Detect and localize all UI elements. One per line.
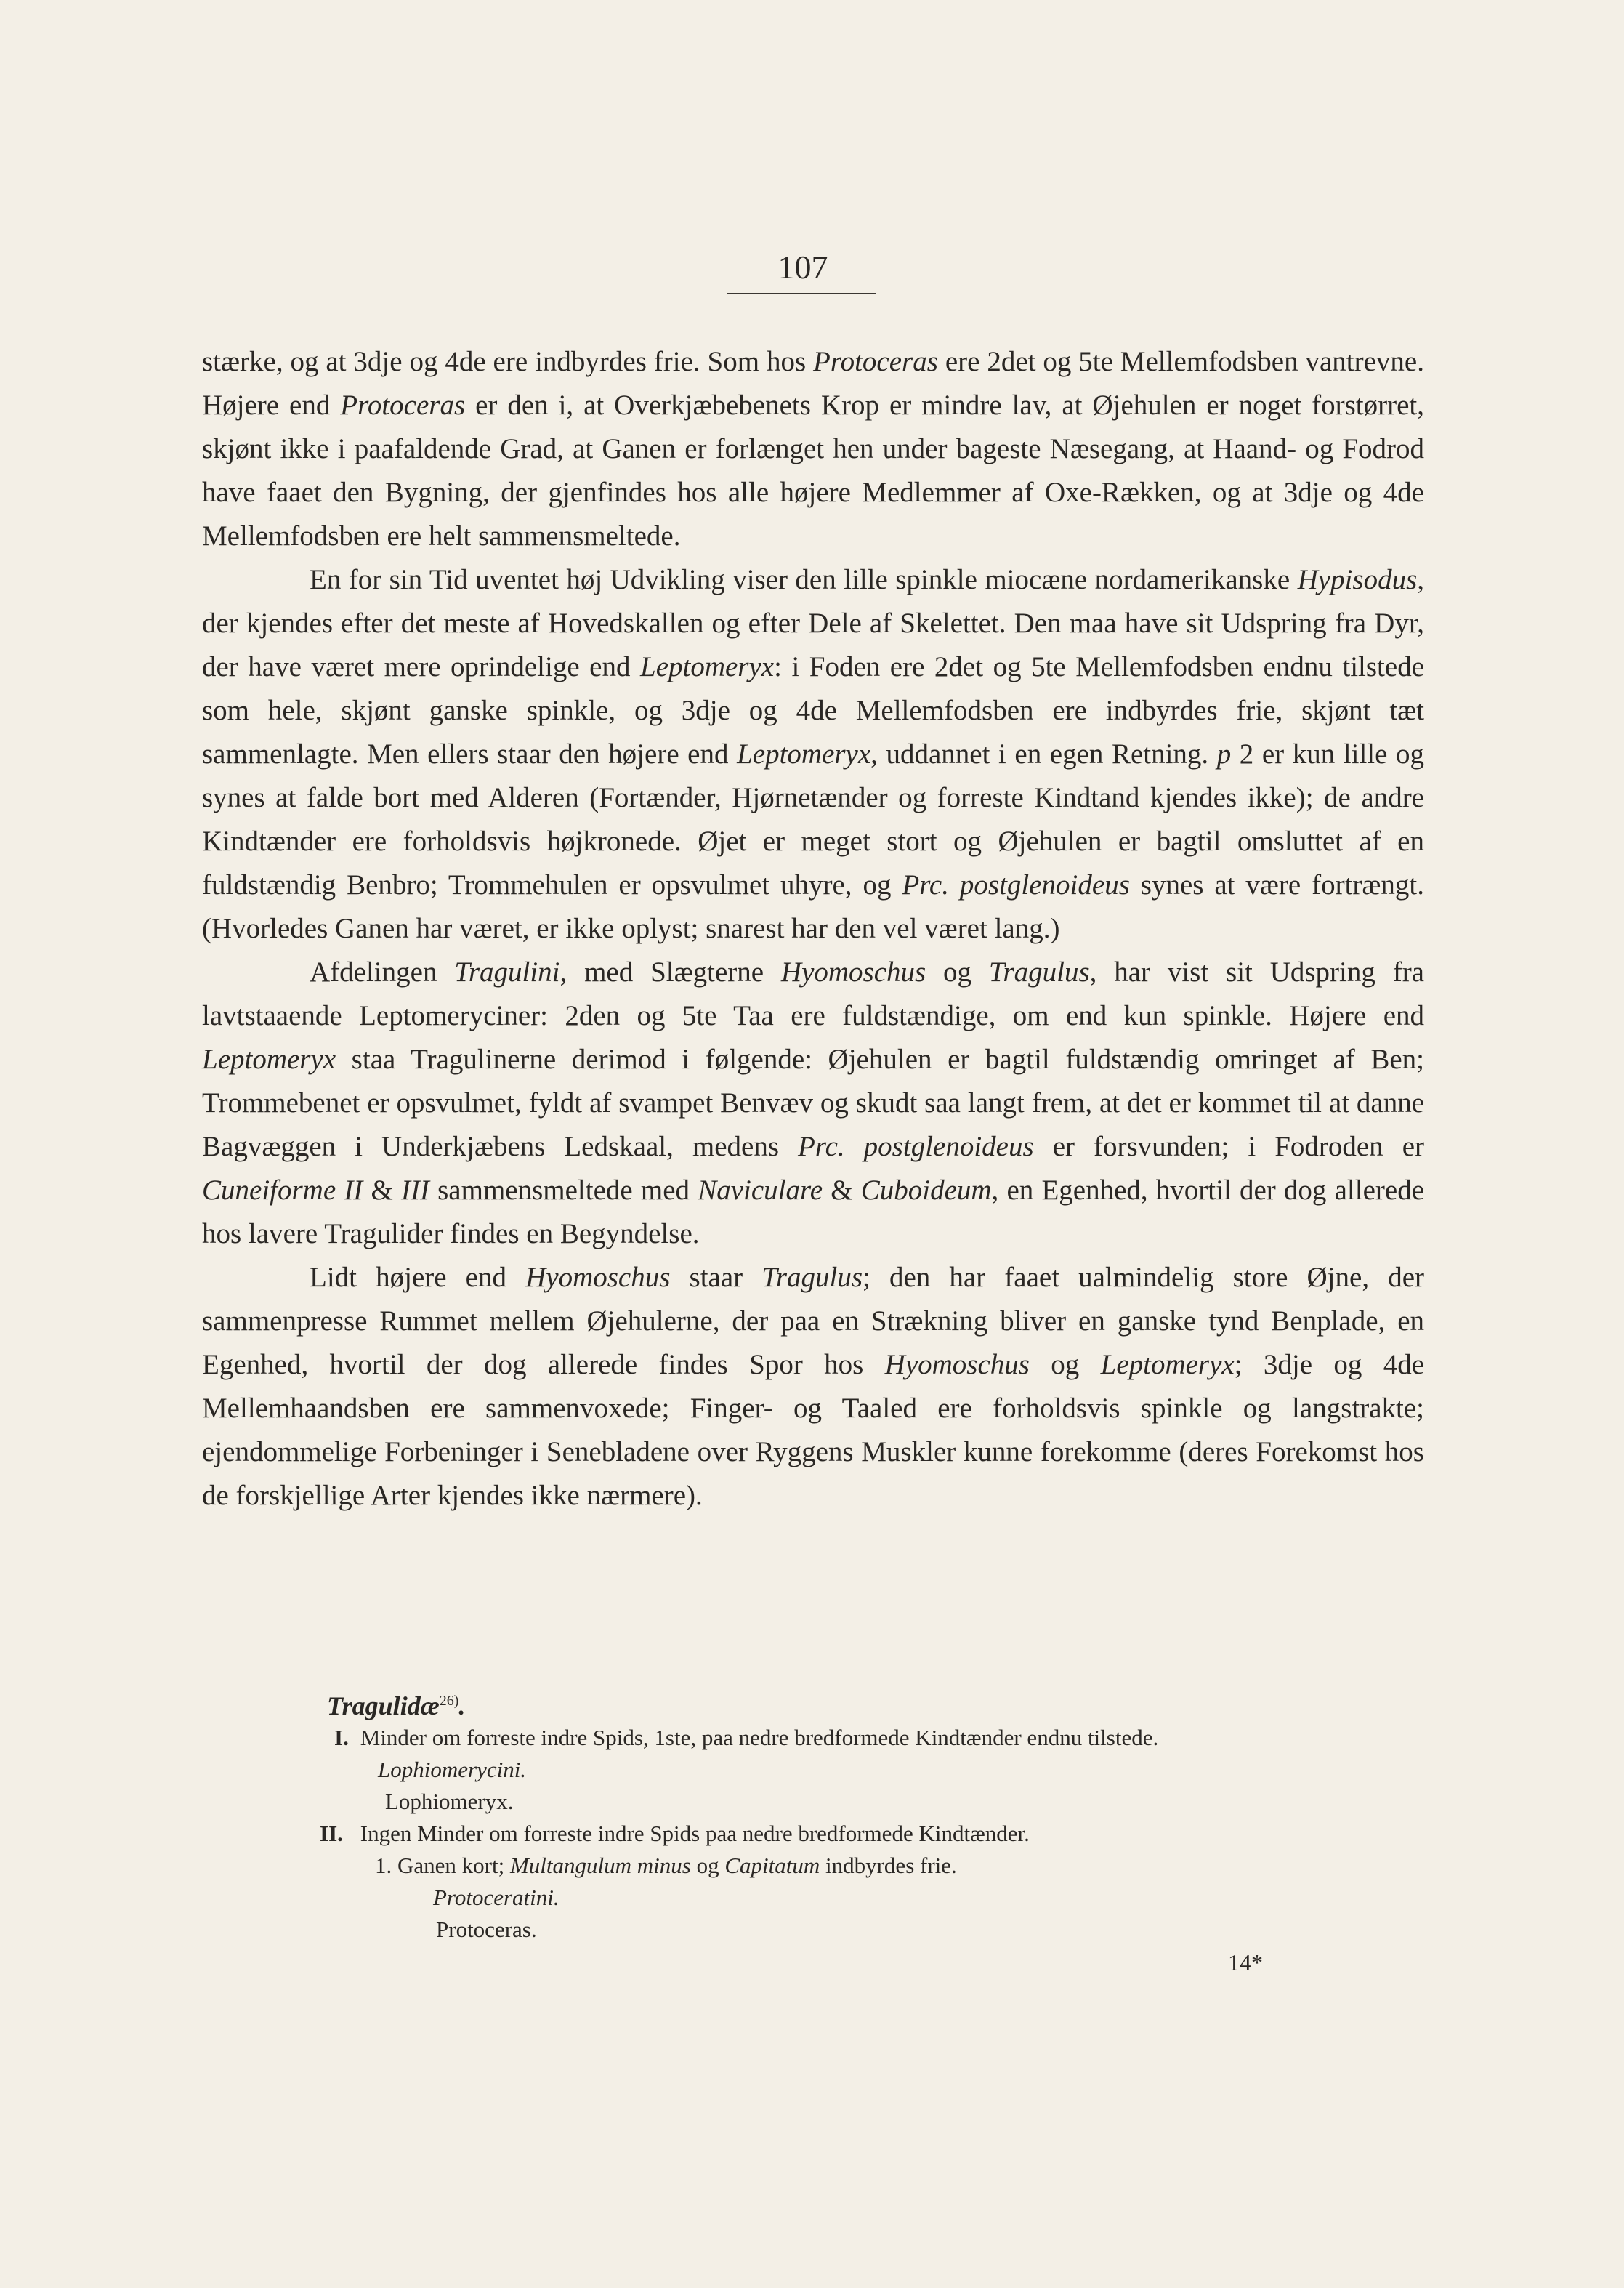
- paragraph-1: [202, 340, 1424, 558]
- italic-term: Tragulus: [761, 1262, 863, 1293]
- italic-term: Hyomoschus: [884, 1349, 1030, 1380]
- paragraph-3: [202, 951, 1424, 1256]
- text-run: synes at være fortrængt. (Hvorledes Ganen har været, er ikke oplyst; snarest har den vel været lang.): [202, 869, 1425, 944]
- text-run: Lidt højere end: [310, 1262, 526, 1293]
- italic-term: Cuboideum: [860, 1175, 992, 1206]
- text-run: staar: [670, 1262, 762, 1293]
- footnote-ref: 26): [439, 1693, 459, 1709]
- text-run: , en Egenhed, hvortil der dog allerede hos lavere Tragulider findes en Begyndelse.: [202, 1175, 1425, 1249]
- italic-term: Leptomeryx: [1100, 1349, 1235, 1380]
- paragraph-2: [202, 558, 1424, 951]
- group-1-number: I.: [334, 1725, 349, 1750]
- text-run: og: [1029, 1349, 1101, 1380]
- text-run: , med Slægterne: [559, 956, 781, 988]
- text-run: : i Foden ere 2det og 5te Mellemfodsben endnu tilstede som hele, skjønt ganske spinkle, og 3dje og 4de Mellemfodsben ere indbyrdes frie, skjønt tæt sammenlagte. Men ellers staar den højere end: [202, 651, 1425, 770]
- italic-term: Protoceras: [340, 390, 466, 421]
- text-run: staa Tragulinerne derimod i følgende: Øjehulen er bagtil fuldstændig omringet af Ben; Trommebenet er opsvulmet, fyldt af svampet Benvæv og skudt saa langt frem, at det er kommet til at danne Bagvæggen i Underkjæbens Ledskaal, medens: [202, 1044, 1424, 1162]
- group-2-number: II.: [320, 1821, 343, 1846]
- italic-term: Leptomeryx: [737, 738, 871, 770]
- italic-term: Hypisodus: [1297, 564, 1418, 595]
- paragraph-4: [202, 1256, 1424, 1518]
- italic-term: Tragulini: [454, 956, 560, 988]
- italic-term: Tragulus: [988, 956, 1090, 988]
- text-run: ; den har faaet ualmindelig store Øjne, der sammenpresse Rummet mellem Øjehulerne, der paa en Strækning bliver en ganske tynd Benplade, en Egenhed, hvortil der dog allerede findes Spor hos: [202, 1262, 1424, 1380]
- page-number: 107: [777, 249, 828, 286]
- text-run: er den i, at Overkjæbebenets Krop er mindre lav, at Øjehulen er noget forstørret, skjønt ikke i paafaldende Grad, at Ganen er forlænget hen under bageste Næsegang, at Haand- og Fodrod have faaet den Bygning, der gjenfindes hos alle højere Medlemmer af Oxe-Rækken, og at 3dje og 4de Mellemfodsben ere helt sammensmeltede.: [202, 390, 1425, 552]
- signature-mark: 14*: [1228, 1949, 1263, 1975]
- group-1: [334, 1722, 1388, 1754]
- group-2-text: Ingen Minder om forreste indre Spids paa nedre bredformede Kindtænder.: [360, 1821, 1030, 1846]
- classification-outline: [312, 1685, 1388, 1946]
- page-number-rule: [727, 293, 876, 294]
- italic-term: III: [400, 1175, 429, 1206]
- genus-2: Protoceras.: [436, 1917, 537, 1942]
- text-run: ; 3dje og 4de Mellemhaandsben ere sammenvoxede; Finger- og Taaled ere forholdsvis spinkle og langstrakte; ejendommelige Forbeninger i Senebladene over Ryggens Muskler kunne forekomme (deres Forekomst hos de forskjellige Arter kjendes ikke nærmere).: [202, 1349, 1425, 1511]
- italic-term: Prc. postglenoideus: [798, 1131, 1034, 1162]
- italic-term: Leptomeryx: [202, 1044, 336, 1075]
- text-run: Afdelingen: [310, 956, 455, 988]
- body-text: [202, 340, 1424, 1518]
- text-run: &: [823, 1175, 861, 1206]
- italic-term: Hyomoschus: [525, 1262, 671, 1293]
- text-run: &: [363, 1175, 401, 1206]
- tribe-1: Lophiomerycini.: [378, 1757, 527, 1782]
- subgroup-1: 1. Ganen kort; Multangulum minus og Capitatum indbyrdes frie.: [375, 1853, 957, 1878]
- text-run: sammensmeltede med: [429, 1175, 698, 1206]
- text-run: En for sin Tid uventet høj Udvikling viser den lille spinkle miocæne nordamerikanske: [310, 564, 1298, 595]
- text-run: og: [926, 956, 989, 988]
- family-heading: Tragulidæ$^{26)}$.: [327, 1691, 466, 1720]
- text-run: , har vist sit Udspring fra lavtstaaende Leptomeryciner: 2den og 5te Taa ere fuldstændige, om end kun spinkle. Højere end: [202, 956, 1424, 1031]
- italic-term: p: [1216, 738, 1232, 770]
- italic-term: Protoceras: [813, 346, 938, 377]
- text-run: , der kjendes efter det meste af Hovedskallen og efter Dele af Skelettet. Den maa have sit Udspring fra Dyr, der have været mere oprindelige end: [202, 564, 1424, 682]
- text-run: , uddannet i en egen Retning.: [870, 738, 1217, 770]
- text-run: ere 2det og 5te Mellemfodsben vantrevne. Højere end: [202, 346, 1424, 421]
- group-1-text: Minder om forreste indre Spids, 1ste, paa nedre bredformede Kindtænder endnu tilstede.: [360, 1725, 1159, 1750]
- italic-term: Naviculare: [698, 1175, 823, 1206]
- italic-term: Cuneiforme II: [202, 1175, 363, 1206]
- italic-term: Leptomeryx: [640, 651, 775, 682]
- text-run: er forsvunden; i Fodroden er: [1033, 1131, 1425, 1162]
- genus-1: Lophiomeryx.: [385, 1789, 514, 1814]
- italic-term: Prc. postglenoideus: [902, 869, 1130, 901]
- text-run: stærke, og at 3dje og 4de ere indbyrdes frie. Som hos: [202, 346, 814, 377]
- italic-term: Hyomoschus: [780, 956, 926, 988]
- group-2: [320, 1818, 1388, 1850]
- tribe-2: Protoceratini.: [433, 1885, 559, 1910]
- text-run: 2 er kun lille og synes at falde bort med Alderen (Fortænder, Hjørnetænder og forreste Kindtand kjendes ikke); de andre Kindtænder ere forholdsvis højkronede. Øjet er meget stort og Øjehulen er bagtil omsluttet af en fuldstændig Benbro; Trommehulen er opsvulmet uhyre, og: [202, 738, 1424, 901]
